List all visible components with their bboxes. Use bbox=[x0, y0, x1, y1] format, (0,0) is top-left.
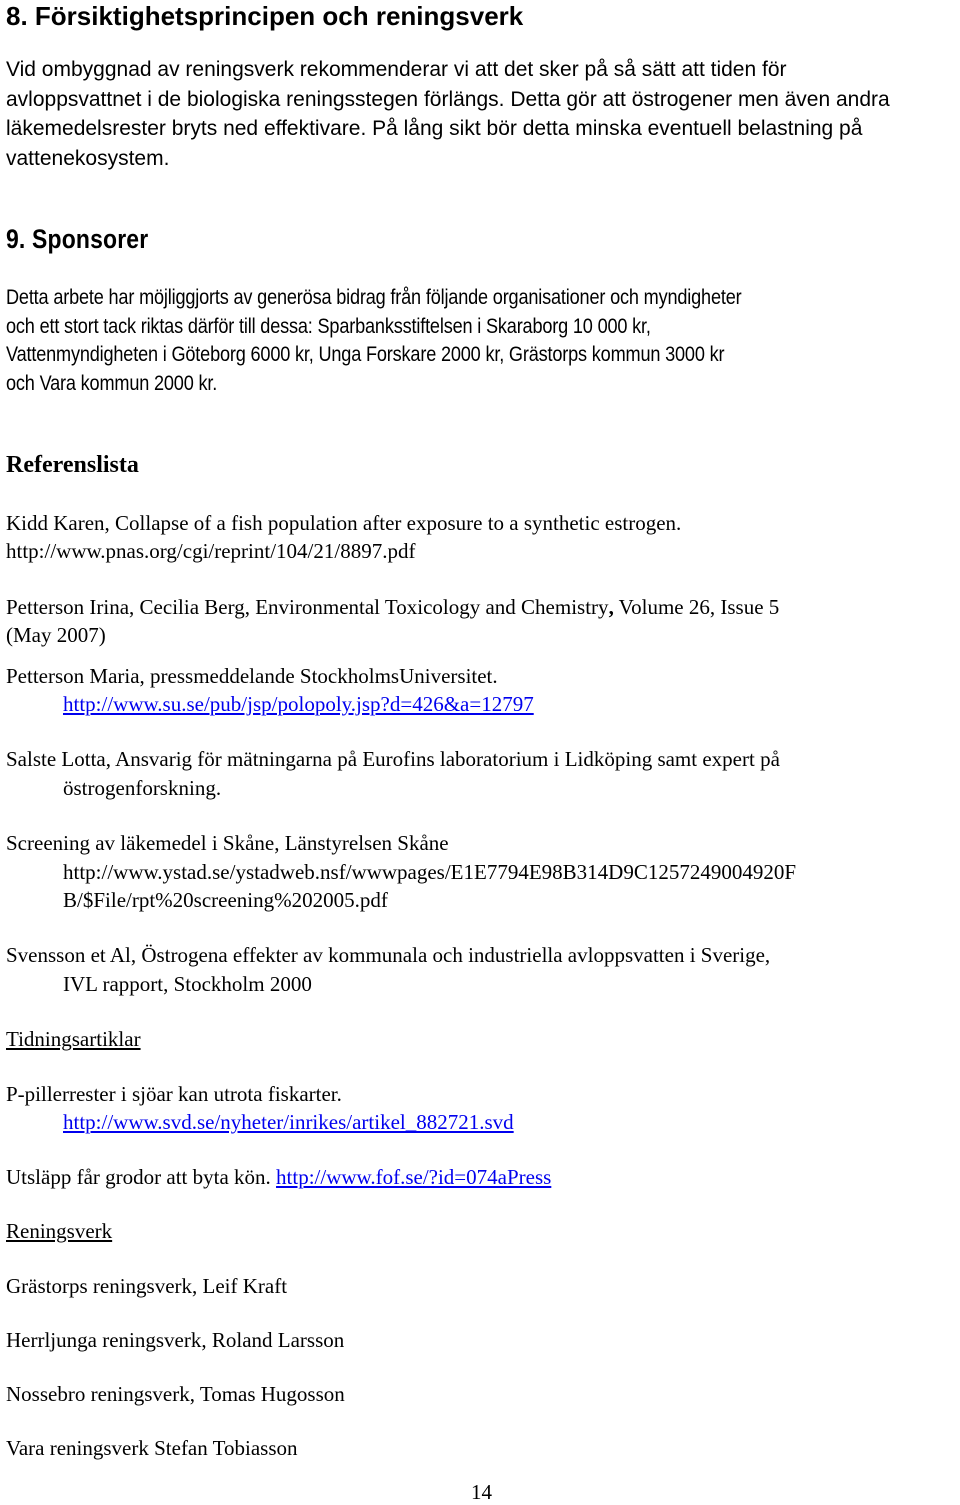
reference-petterson-irina-line-2: (May 2007) bbox=[6, 623, 106, 647]
reference-screening-url-line-2: B/$File/rpt%20screening%202005.pdf bbox=[63, 888, 388, 912]
reference-svensson-line-1: Svensson et Al, Östrogena effekter av kommunala och industriella avloppsvatten i Sverige, bbox=[6, 943, 771, 967]
reference-petterson-irina-text: Petterson Irina, Cecilia Berg, Environmental Toxicology and Chemistry bbox=[6, 595, 609, 619]
reference-petterson-irina-line-1 bbox=[6, 593, 779, 622]
reference-petterson-maria-link[interactable]: http://www.su.se/pub/jsp/polopoly.jsp?d=426&a=12797 bbox=[63, 692, 534, 716]
reference-svensson-line-2: IVL rapport, Stockholm 2000 bbox=[63, 972, 312, 996]
treatment-plant-item: Vara reningsverk Stefan Tobiasson bbox=[6, 1436, 298, 1460]
newspaper-article-2 bbox=[6, 1163, 551, 1192]
newspaper-article-2-link[interactable]: http://www.fof.se/?id=074aPress bbox=[276, 1165, 552, 1189]
section-9-line-4: och Vara kommun 2000 kr. bbox=[6, 372, 218, 395]
reference-petterson-maria-line-1: Petterson Maria, pressmeddelande StockholmsUniversitet. bbox=[6, 664, 498, 688]
section-8-line-2: avloppsvattnet i de biologiska reningsstegen förlängs. Detta gör att östrogener men även andra bbox=[6, 88, 890, 111]
newspaper-article-1-title: P-pillerrester i sjöar kan utrota fiskarter. bbox=[6, 1082, 342, 1106]
reference-petterson-irina-volume: Volume 26, Issue 5 bbox=[613, 595, 780, 619]
section-8-line-1: Vid ombyggnad av reningsverk rekommenderar vi att det sker på så sätt att tiden för bbox=[6, 58, 787, 81]
reference-salste-line-2: östrogenforskning. bbox=[63, 776, 222, 800]
treatment-plants-heading: Reningsverk bbox=[6, 1219, 113, 1243]
treatment-plant-item: Herrljunga reningsverk, Roland Larsson bbox=[6, 1328, 345, 1352]
reference-kidd-url: http://www.pnas.org/cgi/reprint/104/21/8897.pdf bbox=[6, 539, 416, 563]
page-number: 14 bbox=[471, 1480, 492, 1504]
reference-screening-line-1: Screening av läkemedel i Skåne, Länstyrelsen Skåne bbox=[6, 831, 449, 855]
section-9-line-1: Detta arbete har möjliggjorts av generösa bidrag från följande organisationer och myndigheter bbox=[6, 286, 742, 309]
reference-salste-line-1: Salste Lotta, Ansvarig för mätningarna på Eurofins laboratorium i Lidköping samt expert på bbox=[6, 747, 780, 771]
section-9-heading: 9. Sponsorer bbox=[6, 224, 149, 254]
section-8-line-3: läkemedelsrester bryts ned effektivare. På lång sikt bör detta minska eventuell belastning på bbox=[6, 117, 863, 140]
newspaper-article-2-title: Utsläpp får grodor att byta kön. bbox=[6, 1165, 277, 1189]
treatment-plant-item: Grästorps reningsverk, Leif Kraft bbox=[6, 1274, 288, 1298]
treatment-plant-item: Nossebro reningsverk, Tomas Hugosson bbox=[6, 1382, 345, 1406]
references-heading: Referenslista bbox=[6, 452, 139, 478]
reference-screening-url-line-1: http://www.ystad.se/ystadweb.nsf/wwwpages/E1E7794E98B314D9C1257249004920F bbox=[63, 860, 797, 884]
newspaper-article-1-link[interactable]: http://www.svd.se/nyheter/inrikes/artikel_882721.svd bbox=[63, 1110, 514, 1134]
reference-kidd-line-1: Kidd Karen, Collapse of a fish population after exposure to a synthetic estrogen. bbox=[6, 511, 682, 535]
newspaper-articles-heading: Tidningsartiklar bbox=[6, 1027, 141, 1051]
section-8-heading: 8. Försiktighetsprincipen och reningsverk bbox=[6, 1, 524, 31]
section-8-line-4: vattenekosystem. bbox=[6, 147, 170, 170]
section-9-line-2: och ett stort tack riktas därför till dessa: Sparbanksstiftelsen i Skaraborg 10 000 kr, bbox=[6, 315, 651, 338]
section-9-line-3: Vattenmyndigheten i Göteborg 6000 kr, Unga Forskare 2000 kr, Grästorps kommun 3000 kr bbox=[6, 343, 725, 366]
reference-petterson-irina-comma: , bbox=[608, 595, 614, 619]
